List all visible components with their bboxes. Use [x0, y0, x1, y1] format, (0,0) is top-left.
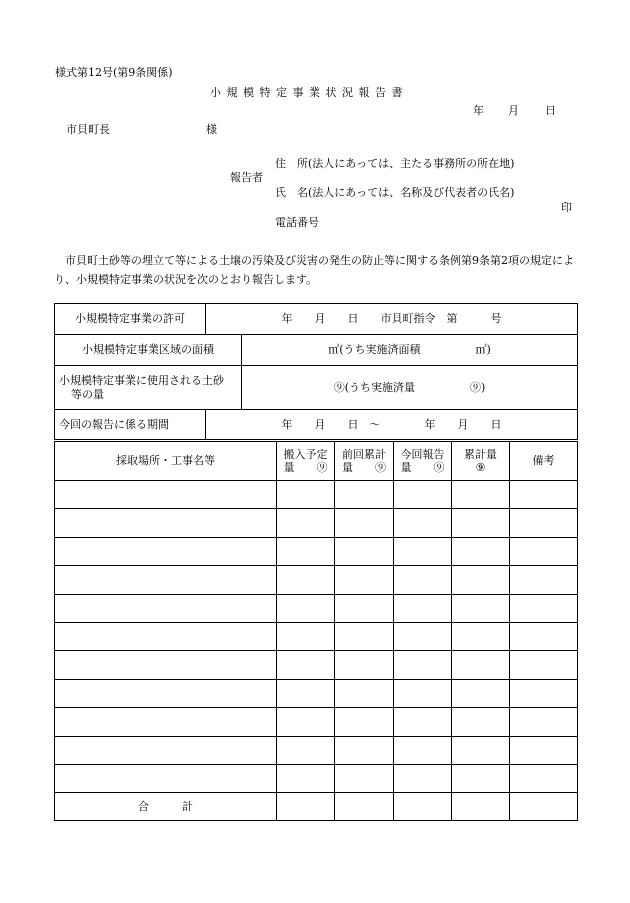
- entry-cell[interactable]: [452, 481, 510, 509]
- area-label: 小規模特定事業区域の面積: [55, 335, 242, 366]
- entry-cell[interactable]: [55, 736, 277, 764]
- entry-cell[interactable]: [277, 708, 335, 736]
- entry-cell[interactable]: [277, 566, 335, 594]
- header-planned-line1: 搬入予定: [283, 447, 328, 461]
- period-value[interactable]: 年 月 日 ～ 年 月 日: [206, 410, 578, 440]
- table-row: [55, 708, 578, 736]
- seal-mark: 印: [561, 201, 572, 214]
- reporter-name-line: 氏 名(法人にあっては、名称及び代表者の氏名): [275, 186, 515, 199]
- entry-cell[interactable]: [452, 509, 510, 537]
- honorific: 様: [206, 123, 217, 136]
- header-remarks: [510, 442, 578, 481]
- header-cumulative-line1: 累計量: [464, 447, 497, 461]
- entry-cell[interactable]: [335, 651, 394, 679]
- entry-cell[interactable]: [335, 594, 394, 622]
- entry-cell[interactable]: [510, 736, 578, 764]
- entry-cell[interactable]: [510, 481, 578, 509]
- entry-cell[interactable]: [510, 509, 578, 537]
- table-row: [55, 622, 578, 650]
- body-paragraph: 市貝町土砂等の埋立て等による土壌の汚染及び災害の発生の防止等に関する条例第9条第2項の規定により、小規模特定事業の状況を次のとおり報告します。: [54, 254, 574, 286]
- entry-cell[interactable]: [55, 622, 277, 650]
- entry-cell[interactable]: [55, 481, 277, 509]
- header-current-line2: 量 ⑨: [400, 461, 445, 474]
- entry-cell[interactable]: [394, 708, 452, 736]
- total-cell[interactable]: [452, 793, 510, 821]
- entry-cell[interactable]: [277, 622, 335, 650]
- table-row: [55, 651, 578, 679]
- reporter-phone-label: 電話番号: [275, 216, 319, 229]
- entry-cell[interactable]: [452, 679, 510, 707]
- entry-cell[interactable]: [335, 764, 394, 792]
- entry-cell[interactable]: [394, 594, 452, 622]
- entry-cell[interactable]: [510, 764, 578, 792]
- table-row: [55, 537, 578, 565]
- entry-cell[interactable]: [55, 537, 277, 565]
- total-cell[interactable]: [335, 793, 394, 821]
- detail-header-row: [55, 442, 578, 481]
- entry-cell[interactable]: [335, 537, 394, 565]
- entry-cell[interactable]: [277, 736, 335, 764]
- entry-cell[interactable]: [510, 679, 578, 707]
- detail-body: [55, 481, 578, 793]
- total-cell[interactable]: [510, 793, 578, 821]
- entry-cell[interactable]: [394, 679, 452, 707]
- table-row: [55, 736, 578, 764]
- header-planned-line2: 量 ⑨: [283, 461, 328, 474]
- entry-cell[interactable]: [55, 566, 277, 594]
- addressee: 市貝町長: [66, 123, 110, 136]
- entry-cell[interactable]: [277, 764, 335, 792]
- entry-cell[interactable]: [55, 594, 277, 622]
- permit-value[interactable]: 年 月 日 市貝町指令 第 号: [206, 304, 578, 335]
- date-month-label: 月: [508, 104, 519, 117]
- area-value[interactable]: ㎡(うち実施済面積 ㎡): [242, 335, 578, 366]
- entry-cell[interactable]: [452, 594, 510, 622]
- soil-label: [55, 366, 242, 410]
- entry-cell[interactable]: [55, 708, 277, 736]
- form-number: 様式第12号(第9条関係): [55, 66, 173, 79]
- period-row: [55, 410, 578, 440]
- info-table: [54, 303, 578, 440]
- entry-cell[interactable]: [394, 481, 452, 509]
- entry-cell[interactable]: [452, 651, 510, 679]
- entry-cell[interactable]: [277, 537, 335, 565]
- entry-cell[interactable]: [277, 509, 335, 537]
- entry-cell[interactable]: [335, 736, 394, 764]
- entry-cell[interactable]: [510, 622, 578, 650]
- header-current-line1: 今回報告: [400, 447, 445, 461]
- entry-cell[interactable]: [277, 481, 335, 509]
- header-current: [394, 442, 452, 481]
- header-source-label: 採取場所・工事名等: [116, 454, 215, 468]
- header-cumulative-line2: ⑨: [475, 461, 486, 474]
- entry-cell[interactable]: [510, 651, 578, 679]
- entry-cell[interactable]: [335, 481, 394, 509]
- header-cumulative: [452, 442, 510, 481]
- entry-cell[interactable]: [394, 764, 452, 792]
- header-remarks-label: 備考: [532, 454, 555, 468]
- permit-row: [55, 304, 578, 335]
- entry-cell[interactable]: [510, 708, 578, 736]
- entry-cell[interactable]: [277, 594, 335, 622]
- entry-cell[interactable]: [452, 708, 510, 736]
- entry-cell[interactable]: [55, 651, 277, 679]
- table-row: [55, 566, 578, 594]
- entry-cell[interactable]: [277, 651, 335, 679]
- entry-cell[interactable]: [55, 764, 277, 792]
- header-previous: [335, 442, 394, 481]
- entry-cell[interactable]: [452, 736, 510, 764]
- permit-label: 小規模特定事業の許可: [55, 304, 206, 335]
- table-row: [55, 594, 578, 622]
- entry-cell[interactable]: [335, 679, 394, 707]
- entry-cell[interactable]: [335, 566, 394, 594]
- table-row: [55, 764, 578, 792]
- entry-cell[interactable]: [452, 537, 510, 565]
- entry-cell[interactable]: [394, 622, 452, 650]
- reporter-label: 報告者: [230, 171, 263, 184]
- entry-cell[interactable]: [335, 708, 394, 736]
- entry-cell[interactable]: [510, 594, 578, 622]
- soil-value[interactable]: ⑨(うち実施済量 ⑨): [242, 366, 578, 410]
- entry-cell[interactable]: [394, 651, 452, 679]
- table-row: [55, 481, 578, 509]
- area-row: [55, 335, 578, 366]
- soil-label-line1: 小規模特定事業に使用される土砂: [59, 374, 224, 388]
- header-previous-line1: 前回累計: [342, 447, 386, 461]
- header-planned: [277, 442, 335, 481]
- entry-cell[interactable]: [510, 566, 578, 594]
- entry-cell[interactable]: [55, 509, 277, 537]
- entry-cell[interactable]: [452, 622, 510, 650]
- date-day-label: 日: [545, 104, 556, 117]
- total-row: [55, 793, 578, 821]
- entry-cell[interactable]: [394, 509, 452, 537]
- header-source: [55, 442, 277, 481]
- soil-label-line2: 等の量: [71, 387, 104, 401]
- table-row: [55, 679, 578, 707]
- period-label: 今回の報告に係る期間: [55, 410, 206, 440]
- table-row: [55, 509, 578, 537]
- entry-cell[interactable]: [394, 537, 452, 565]
- entry-cell[interactable]: [394, 566, 452, 594]
- detail-table: [54, 441, 578, 821]
- header-previous-line2: 量 ⑨: [342, 461, 386, 474]
- soil-row: [55, 366, 578, 410]
- entry-cell[interactable]: [394, 736, 452, 764]
- entry-cell[interactable]: [452, 764, 510, 792]
- reporter-address-line: 住 所(法人にあっては、主たる事務所の所在地): [275, 157, 515, 170]
- entry-cell[interactable]: [277, 679, 335, 707]
- entry-cell[interactable]: [55, 679, 277, 707]
- total-label: 合 計: [55, 793, 277, 821]
- entry-cell[interactable]: [510, 537, 578, 565]
- total-cell[interactable]: [394, 793, 452, 821]
- entry-cell[interactable]: [452, 566, 510, 594]
- date-year-label: 年: [473, 104, 484, 117]
- entry-cell[interactable]: [335, 622, 394, 650]
- page-title: 小 規 模 特 定 事 業 状 況 報 告 書: [210, 86, 404, 99]
- total-cell[interactable]: [277, 793, 335, 821]
- entry-cell[interactable]: [335, 509, 394, 537]
